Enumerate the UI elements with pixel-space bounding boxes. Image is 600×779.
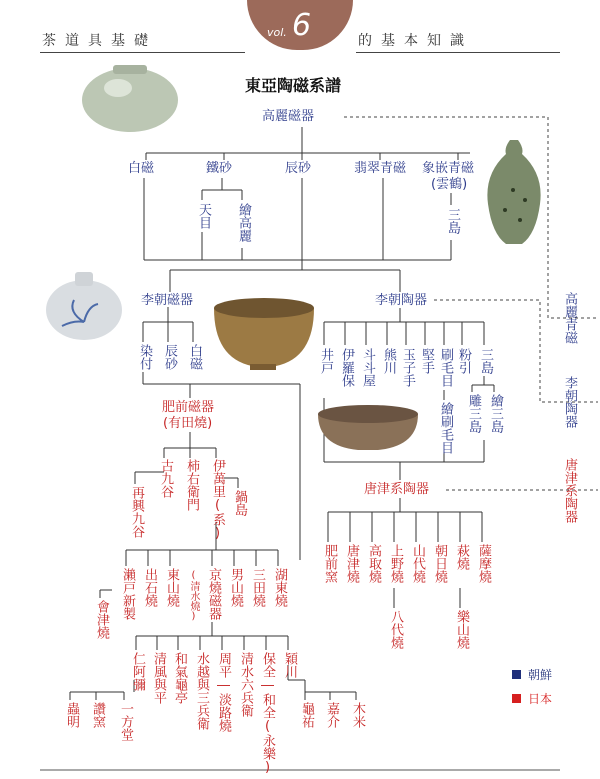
goryeo-porcelain-label: 高麗磁器 [262,109,315,124]
hizen-porcelain-label: 肥前磁器 [162,400,215,415]
ninami-label: 仁阿彌 [130,652,145,691]
koto-label: 湖東燒 [272,568,287,607]
yi-earthenware-label: 李朝陶器 [375,293,428,308]
agano-label: 上野燒 [388,544,403,583]
mishima-goryeo-label: 三島 [445,208,460,234]
yi-copper-red-label: 辰砂 [162,344,177,370]
rokubei-label: 清水六兵衛 [238,652,253,717]
imari-label: 伊萬里(系) [210,459,225,541]
kiyomizu-note: (清水燒) [188,570,199,622]
sanuki-kiln-label: 讚窯 [90,702,105,728]
tea-bowl-illustration [214,298,314,370]
otokoyama-label: 男山燒 [228,568,243,607]
mishima-label: 三島 [478,348,493,374]
iron-glaze-label: 鐵砂 [206,161,233,176]
sometsuke-label: 染付 [137,344,152,370]
header-right: 的基本知識 [358,33,473,49]
volume-number: 6 [292,8,312,43]
page-title: 東亞陶磁系譜 [245,76,342,95]
rakuzan-label: 樂山燒 [454,610,469,649]
ido-label: 井戸 [318,348,333,374]
ippodo-label: 一方堂 [118,702,133,741]
side-karatsu: 唐津系陶器 [562,458,577,523]
saiko-kutani-label: 再興九谷 [129,486,144,538]
mizukoshi-label: 水越與三兵衛 [194,652,209,730]
yatsushiro-label: 八代燒 [388,610,403,649]
izushi-label: 出石燒 [142,568,157,607]
mokubei-label: 木米 [350,702,365,728]
legend-korea-swatch [512,670,521,679]
white-porcelain-label: 白磁 [128,161,155,176]
shuhei-label: 周平―淡路燒 [216,652,231,732]
kyo-porcelain-label: 京燒磁器 [206,568,221,620]
jade-celadon-label: 翡翠青磁 [354,161,407,176]
side-goryeo-celadon: 高麗青磁 [562,292,577,344]
tenmoku-label: 天目 [196,203,211,229]
painted-mishima-label: 繪三島 [488,394,503,433]
nabeshima-label: 鍋島 [232,490,247,516]
hagi-label: 萩燒 [454,544,469,570]
carved-mishima-label: 雕三島 [466,394,481,433]
katade-label: 堅手 [419,348,434,374]
yi-white-porcelain-label: 白磁 [187,344,202,370]
eisen-label: 穎川 [282,652,297,678]
satsuma-label: 薩摩燒 [476,544,491,583]
hizen-kiln-label: 肥前窯 [322,544,337,583]
painted-hakeme-label: 繪刷毛目 [438,402,453,454]
karatsu-ware-label: 唐津燒 [344,544,359,583]
kohiki-label: 粉引 [456,348,471,374]
hozen-label: 保全―和全(永樂) [260,652,275,775]
yamashiro-label: 山代燒 [410,544,425,583]
mushiakе-label: 蟲明 [64,702,79,728]
header-left: 茶道具基礎 [42,33,157,49]
higashiyama-label: 東山燒 [164,568,179,607]
kasuke-label: 嘉介 [324,702,339,728]
asahi-label: 朝日燒 [432,544,447,583]
painted-goryeo-label: 繪高麗 [236,203,251,242]
sanda-label: 三田燒 [250,568,265,607]
yi-porcelain-label: 李朝磁器 [141,293,194,308]
wake-kitei-label: 和氣龜亭 [172,652,187,704]
karatsu-label: 唐津系陶器 [364,482,430,497]
irabo-label: 伊羅保 [339,348,354,387]
kakiemon-label: 柿右衛門 [184,459,199,511]
legend-korea-label: 朝鮮 [528,668,553,682]
legend-japan-label: 日本 [528,692,553,706]
totoya-label: 斗斗屋 [360,348,375,387]
copper-red-label: 辰砂 [285,161,312,176]
inlaid-celadon-label: 象嵌青磁 [422,161,475,176]
hakeme-label: 刷毛目 [438,348,453,387]
arita-note: (有田燒) [163,416,213,431]
inlaid-note: (雲鶴) [431,177,468,192]
side-yi-earthenware: 李朝陶器 [562,376,577,428]
seifu-label: 清風與平 [151,652,166,704]
kamesuke-label: 龜祐 [299,702,314,728]
tamagode-label: 玉子手 [400,348,415,387]
takatori-label: 高取燒 [366,544,381,583]
volume-prefix: vol. [267,26,287,39]
celadon-jar-illustration [82,65,178,132]
blue-white-jar-illustration [46,272,122,340]
komogai-label: 熊川 [381,348,396,374]
flat-bowl-illustration [318,405,418,450]
inlaid-vase-illustration [487,140,540,244]
aizu-label: 會津燒 [94,600,109,639]
kokutani-label: 古九谷 [158,459,173,498]
seto-shinsei-label: 瀨戸新製 [120,568,135,620]
legend-japan-swatch [512,694,521,703]
